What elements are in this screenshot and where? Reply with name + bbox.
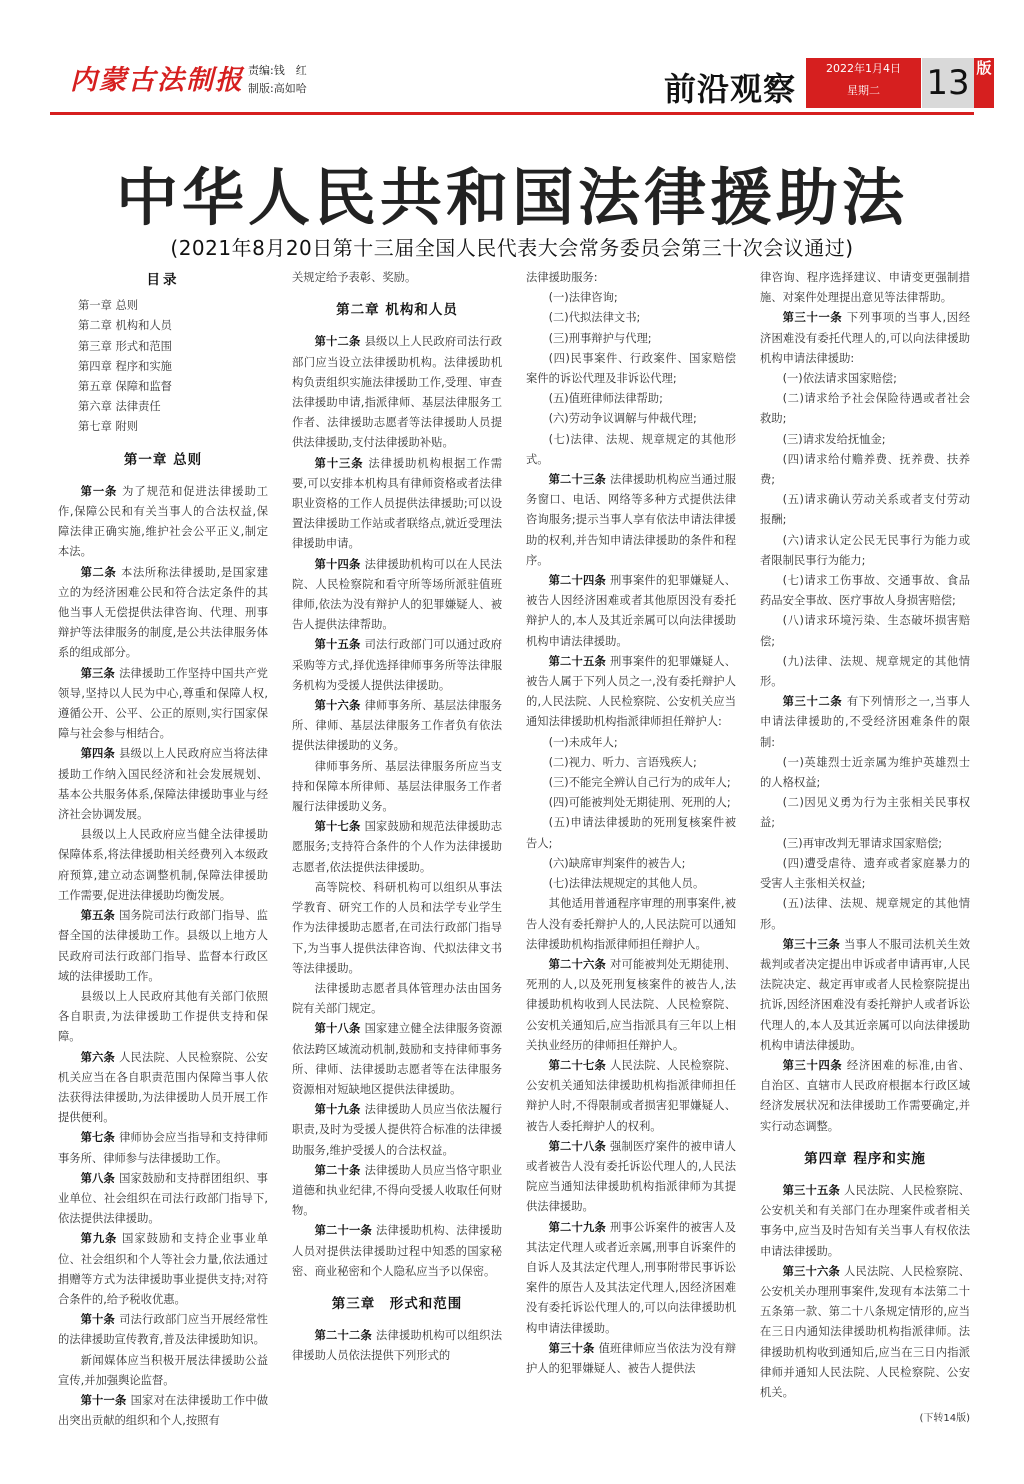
chapter-heading: 第一章 总则: [123, 451, 203, 468]
page-suffix: 版: [974, 58, 994, 108]
article-number: 第二十六条: [548, 957, 611, 971]
article-number: 第二十二条: [314, 1329, 377, 1343]
article-number: 第十七条: [314, 820, 365, 834]
article-paragraph: 第十五条 司法行政部门可以通过政府采购等方式,择优选择律师事务所等法律服务机构为受援人提供法律援助。: [292, 638, 502, 692]
article-number: 第二十一条: [314, 1224, 377, 1238]
article-paragraph: 第十一条 国家对在法律援助工作中做出突出贡献的组织和个人,按照有: [58, 1393, 268, 1428]
article-paragraph: (二)视力、听力、言语残疾人;: [548, 755, 697, 769]
article-paragraph: 县级以上人民政府应当健全法律援助保障体系,将法律援助相关经费列入本级政府预算,建立动态调整机制,保障法律援助工作需要,促进法律援助均衡发展。: [58, 828, 268, 902]
article-paragraph: 县级以上人民政府其他有关部门依照各自职责,为法律援助工作提供支持和保障。: [58, 989, 268, 1044]
issue-weekday: 星期二: [847, 84, 880, 97]
article-paragraph: (一)法律咨询;: [548, 291, 618, 305]
article-paragraph: (四)可能被判处无期徒刑、死刑的人;: [548, 796, 731, 810]
article-paragraph: 法律援助服务:: [526, 271, 598, 284]
article-paragraph: 第七条 律师协会应当指导和支持律师事务所、律师参与法律援助工作。: [58, 1131, 268, 1165]
article-number: 第十二条: [314, 335, 365, 349]
article-number: 第六条: [80, 1050, 120, 1064]
article-paragraph: (七)法律、法规、规章规定的其他形式。: [526, 432, 736, 466]
date-box: [806, 58, 921, 108]
article-paragraph: 第二十五条 刑事案件的犯罪嫌疑人、被告人属于下列人员之一,没有委托辩护人的,人民法院、人民检察院、公安机关应当通知法律援助机构指派律师担任辩护人:: [526, 654, 736, 729]
chapter-heading: 第三章 形式和范围: [331, 1295, 463, 1312]
article-number: 第十条: [80, 1313, 120, 1327]
article-paragraph: (五)申请法律援助的死刑复核案件被告人;: [526, 816, 736, 850]
article-paragraph: (二)因见义勇为行为主张相关民事权益;: [760, 796, 970, 830]
article-paragraph: (二)请求给予社会保险待遇或者社会救助;: [760, 392, 970, 426]
article-paragraph: (四)民事案件、行政案件、国家赔偿案件的诉讼代理及非诉讼代理;: [526, 351, 736, 386]
text-column-2: [292, 268, 502, 1367]
article-paragraph: 第十四条 法律援助机构可以在人民法院、人民检察院和看守所等场所派驻值班律师,依法为没有辩护人的犯罪嫌疑人、被告人提供法律帮助。: [292, 557, 502, 632]
article-number: 第二十八条: [548, 1139, 611, 1153]
table-of-contents: [58, 296, 268, 437]
article-paragraph: (一)英雄烈士近亲属为维护英雄烈士的人格权益;: [760, 755, 970, 790]
article-paragraph: 第三十四条 经济困难的标准,由省、自治区、直辖市人民政府根据本行政区域经济发展状况和法律援助工作需要确定,并实行动态调整。: [760, 1058, 970, 1133]
article-paragraph: 第二十八条 强制医疗案件的被申请人或者被告人没有委托诉讼代理人的,人民法院应当通知法律援助机构指派律师为其提供法律援助。: [526, 1139, 736, 1214]
article-paragraph: 第三十六条 人民法院、人民检察院、公安机关办理刑事案件,发现有本法第二十五条第一款、第二十八条规定情形的,应当在三日内通知法律援助机构指派律师。法律援助机构收到通知后,应当在三日内指派律师并通知人民法院、人民检察院、公安机关。: [760, 1264, 970, 1399]
continued-note: (下转14版): [919, 1413, 970, 1425]
article-number: 第七条: [80, 1131, 120, 1145]
article-number: 第三十一条: [782, 311, 847, 325]
article-paragraph: 第二条 本法所称法律援助,是国家建立的为经济困难公民和符合法定条件的其他当事人无偿提供法律咨询、代理、刑事辩护等法律服务的制度,是公共法律服务体系的组成部分。: [58, 565, 269, 660]
masthead: [22, 44, 992, 114]
article-paragraph: (五)法律、法规、规章规定的其他情形。: [760, 897, 970, 931]
producer-line: 制版:高如哈: [248, 82, 307, 95]
article-paragraph: 第三条 法律援助工作坚持中国共产党领导,坚持以人民为中心,尊重和保障人权,遵循公开、公平、公正的原则,实行国家保障与社会参与相结合。: [58, 666, 268, 741]
article-number: 第十五条: [314, 638, 365, 652]
article-number: 第二十条: [314, 1163, 365, 1177]
article-number: 第十八条: [314, 1022, 365, 1036]
article-paragraph: 第二十三条 法律援助机构应当通过服务窗口、电话、网络等多种方式提供法律咨询服务;提示当事人享有依法申请法律援助的权利,并告知申请法律援助的条件和程序。: [526, 473, 736, 567]
article-paragraph: 其他适用普通程序审理的刑事案件,被告人没有委托辩护人的,人民法院可以通知法律援助机构指派律师担任辩护人。: [526, 897, 736, 951]
article-paragraph: 高等院校、科研机构可以组织从事法学教育、研究工作的人员和法学专业学生作为法律援助志愿者,在司法行政部门指导下,为当事人提供法律咨询、代拟法律文书等法律援助。: [292, 880, 502, 975]
toc-item: 第七章 附则: [78, 420, 139, 434]
article-paragraph: 第九条 国家鼓励和支持企业事业单位、社会组织和个人等社会力量,依法通过捐赠等方式为法律援助事业提供支持;对符合条件的,给予税收优惠。: [58, 1232, 268, 1306]
article-paragraph: 第十八条 国家建立健全法律服务资源依法跨区域流动机制,鼓励和支持律师事务所、律师、法律援助志愿者等在法律服务资源相对短缺地区提供法律援助。: [292, 1022, 502, 1096]
article-paragraph: 第三十三条 当事人不服司法机关生效裁判或者决定提出申诉或者申请再审,人民法院决定、裁定再审或者人民检察院提出抗诉,因经济困难没有委托辩护人或者诉讼代理人的,本人及其近亲属可以向法律援助机构申请法律援助。: [760, 937, 970, 1052]
article-paragraph: (二)代拟法律文书;: [548, 311, 641, 325]
article-number: 第三十五条: [782, 1183, 845, 1197]
law-subtitle: (2021年8月20日第十三届全国人民代表大会常务委员会第三十次会议通过): [170, 236, 854, 260]
toc-item: 第四章 程序和实施: [78, 359, 172, 373]
article-paragraph: 第十三条 法律援助机构根据工作需要,可以安排本机构具有律师资格或者法律职业资格的工作人员提供法律援助;可以设置法律援助工作站或者联络点,就近受理法律援助申请。: [292, 456, 502, 551]
article-paragraph: 第十七条 国家鼓励和规范法律援助志愿服务;支持符合条件的个人作为法律援助志愿者,依法提供法律援助。: [292, 820, 502, 874]
article-number: 第二十九条: [548, 1220, 611, 1234]
article-paragraph: (四)遭受虐待、遗弃或者家庭暴力的受害人主张相关权益;: [760, 856, 970, 891]
text-column-1: [58, 268, 268, 1431]
section-title: 前沿观察: [664, 70, 797, 108]
column-2-body: [292, 268, 502, 1367]
article-paragraph: 新闻媒体应当积极开展法律援助公益宣传,并加强舆论监督。: [58, 1353, 268, 1387]
article-paragraph: (五)请求确认劳动关系或者支付劳动报酬;: [760, 493, 970, 527]
article-paragraph: (六)请求认定公民无民事行为能力或者限制民事行为能力;: [760, 533, 970, 567]
text-column-4: [760, 268, 970, 1429]
article-paragraph: 第六条 人民法院、人民检察院、公安机关应当在各自职责范围内保障当事人依法获得法律援助,为法律援助人员开展工作提供便利。: [58, 1050, 268, 1125]
article-number: 第九条: [80, 1232, 123, 1246]
article-paragraph: 第十二条 县级以上人民政府司法行政部门应当设立法律援助机构。法律援助机构负责组织实施法律援助工作,受理、审查法律援助申请,指派律师、基层法律服务工作者、法律援助志愿者等法律援助人员提供法律援助,支付法律援助补贴。: [292, 335, 502, 450]
article-paragraph: 第一条 为了规范和促进法律援助工作,保障公民和有关当事人的合法权益,保障法律正确实施,维护社会公平正义,制定本法。: [58, 484, 268, 559]
article-paragraph: (一)依法请求国家赔偿;: [782, 372, 897, 386]
article-paragraph: (五)值班律师法律帮助;: [548, 392, 663, 406]
article-number: 第十三条: [314, 456, 369, 470]
editor-credits: [248, 62, 307, 98]
article-number: 第五条: [80, 909, 120, 923]
article-paragraph: 第三十二条 有下列情形之一,当事人申请法律援助的,不受经济困难条件的限制:: [760, 695, 970, 749]
article-paragraph: (九)法律、法规、规章规定的其他情形。: [760, 654, 970, 689]
article-paragraph: (一)未成年人;: [548, 735, 618, 749]
article-number: 第十六条: [314, 699, 365, 713]
article-number: 第四条: [80, 747, 120, 761]
article-paragraph: (六)劳动争议调解与仲裁代理;: [548, 412, 697, 426]
article-number: 第二十七条: [548, 1058, 611, 1072]
article-paragraph: 第十九条 法律援助人员应当依法履行职责,及时为受援人提供符合标准的法律援助服务,维护受援人的合法权益。: [292, 1103, 502, 1157]
article-paragraph: (三)刑事辩护与代理;: [548, 331, 652, 345]
chapter-heading: 第二章 机构和人员: [336, 302, 458, 319]
article-paragraph: 律咨询、程序选择建议、申请变更强制措施、对案件处理提出意见等法律帮助。: [760, 271, 970, 305]
column-3-body: [526, 268, 736, 1379]
article-number: 第八条: [80, 1171, 120, 1185]
issue-date: 2022年1月4日: [826, 62, 901, 75]
article-paragraph: 第二十条 法律援助人员应当恪守职业道德和执业纪律,不得向受援人收取任何财物。: [292, 1163, 502, 1218]
article-paragraph: 第五条 国务院司法行政部门指导、监督全国的法律援助工作。县级以上地方人民政府司法行政部门指导、监督本行政区域的法律援助工作。: [58, 909, 268, 983]
article-paragraph: 律师事务所、基层法律服务所应当支持和保障本所律师、基层法律服务工作者履行法律援助义务。: [292, 759, 502, 814]
toc-item: 第五章 保障和监督: [78, 380, 172, 394]
toc-heading: 目录: [146, 272, 180, 288]
article-paragraph: (七)法律法规规定的其他人员。: [548, 877, 705, 891]
column-4-body: [760, 268, 970, 1403]
text-column-3: [526, 268, 736, 1379]
column-1-body: [58, 450, 268, 1432]
article-number: 第十四条: [314, 557, 365, 571]
article-paragraph: 关规定给予表彰、奖励。: [292, 271, 417, 284]
article-paragraph: (七)请求工伤事故、交通事故、食品药品安全事故、医疗事故人身损害赔偿;: [760, 574, 970, 608]
article-paragraph: (三)不能完全辨认自己行为的成年人;: [548, 776, 731, 790]
article-number: 第二十三条: [548, 473, 611, 487]
toc-item: 第六章 法律责任: [78, 400, 161, 414]
article-number: 第二条: [80, 565, 122, 579]
page-number: 13: [922, 58, 974, 108]
article-number: 第一条: [80, 484, 123, 498]
article-paragraph: (三)再审改判无罪请求国家赔偿;: [782, 836, 943, 850]
article-paragraph: 第八条 国家鼓励和支持群团组织、事业单位、社会组织在司法行政部门指导下,依法提供法律援助。: [58, 1171, 268, 1226]
article-number: 第十一条: [80, 1393, 131, 1407]
newspaper-logo[interactable]: 内蒙古法制报: [70, 65, 244, 96]
chapter-heading: 第四章 程序和实施: [804, 1150, 926, 1167]
article-number: 第三十条: [548, 1341, 599, 1355]
article-paragraph: (四)请求给付赡养费、抚养费、扶养费;: [760, 452, 970, 487]
article-paragraph: (八)请求环境污染、生态破坏损害赔偿;: [760, 614, 970, 648]
article-paragraph: 第三十一条 下列事项的当事人,因经济困难没有委托代理人的,可以向法律援助机构申请法律援助:: [760, 311, 970, 365]
article-paragraph: 第三十五条 人民法院、人民检察院、公安机关和有关部门在办理案件或者相关事务中,应当及时告知有关当事人有权依法申请法律援助。: [760, 1183, 970, 1258]
article-paragraph: 法律援助志愿者具体管理办法由国务院有关部门规定。: [292, 981, 502, 1016]
editor-line: 责编:钱 红: [248, 64, 307, 77]
article-paragraph: 第二十四条 刑事案件的犯罪嫌疑人、被告人因经济困难或者其他原因没有委托辩护人的,本人及其近亲属可以向法律援助机构申请法律援助。: [526, 574, 736, 648]
article-number: 第十九条: [314, 1103, 365, 1117]
article-number: 第三条: [80, 666, 120, 680]
toc-item: 第一章 总则: [78, 299, 139, 313]
article-number: 第三十四条: [782, 1058, 847, 1072]
article-number: 第二十四条: [548, 574, 611, 588]
article-paragraph: 第三十条 值班律师应当依法为没有辩护人的犯罪嫌疑人、被告人提供法: [526, 1341, 736, 1375]
article-paragraph: 第二十九条 刑事公诉案件的被害人及其法定代理人或者近亲属,刑事自诉案件的自诉人及其法定代理人,刑事附带民事诉讼案件的原告人及其法定代理人,因经济困难没有委托诉讼代理人的,可以向法律援助机构申请法律援助。: [526, 1220, 736, 1335]
article-paragraph: 第二十一条 法律援助机构、法律援助人员对提供法律援助过程中知悉的国家秘密、商业秘密和个人隐私应当予以保密。: [292, 1224, 502, 1278]
article-paragraph: 第二十二条 法律援助机构可以组织法律援助人员依法提供下列形式的: [292, 1329, 502, 1363]
law-title: 中华人民共和国法律援助法: [115, 161, 908, 234]
article-paragraph: (三)请求发给抚恤金;: [782, 432, 886, 446]
article-number: 第三十二条: [782, 695, 847, 709]
article-number: 第二十五条: [548, 654, 611, 668]
article-paragraph: (六)缺席审判案件的被告人;: [548, 856, 686, 870]
article-number: 第三十三条: [782, 937, 845, 951]
article-paragraph: 第四条 县级以上人民政府应当将法律援助工作纳入国民经济和社会发展规划、基本公共服务体系,保障法律援助事业与经济社会协调发展。: [58, 747, 268, 822]
article-paragraph: 第二十六条 对可能被判处无期徒刑、死刑的人,以及死刑复核案件的被告人,法律援助机构收到人民法院、人民检察院、公安机关通知后,应当指派具有三年以上相关执业经历的律师担任辩护人。: [526, 957, 736, 1052]
article-paragraph: 第十六条 律师事务所、基层法律服务所、律师、基层法律服务工作者负有依法提供法律援助的义务。: [292, 699, 502, 753]
article-paragraph: 第二十七条 人民法院、人民检察院、公安机关通知法律援助机构指派律师担任辩护人时,不得限制或者损害犯罪嫌疑人、被告人委托辩护人的权利。: [526, 1058, 736, 1133]
header-divider: [50, 112, 974, 115]
article-number: 第三十六条: [782, 1264, 845, 1278]
toc-item: 第三章 形式和范围: [78, 339, 172, 353]
toc-item: 第二章 机构和人员: [78, 319, 172, 333]
article-paragraph: 第十条 司法行政部门应当开展经常性的法律援助宣传教育,普及法律援助知识。: [58, 1313, 268, 1347]
